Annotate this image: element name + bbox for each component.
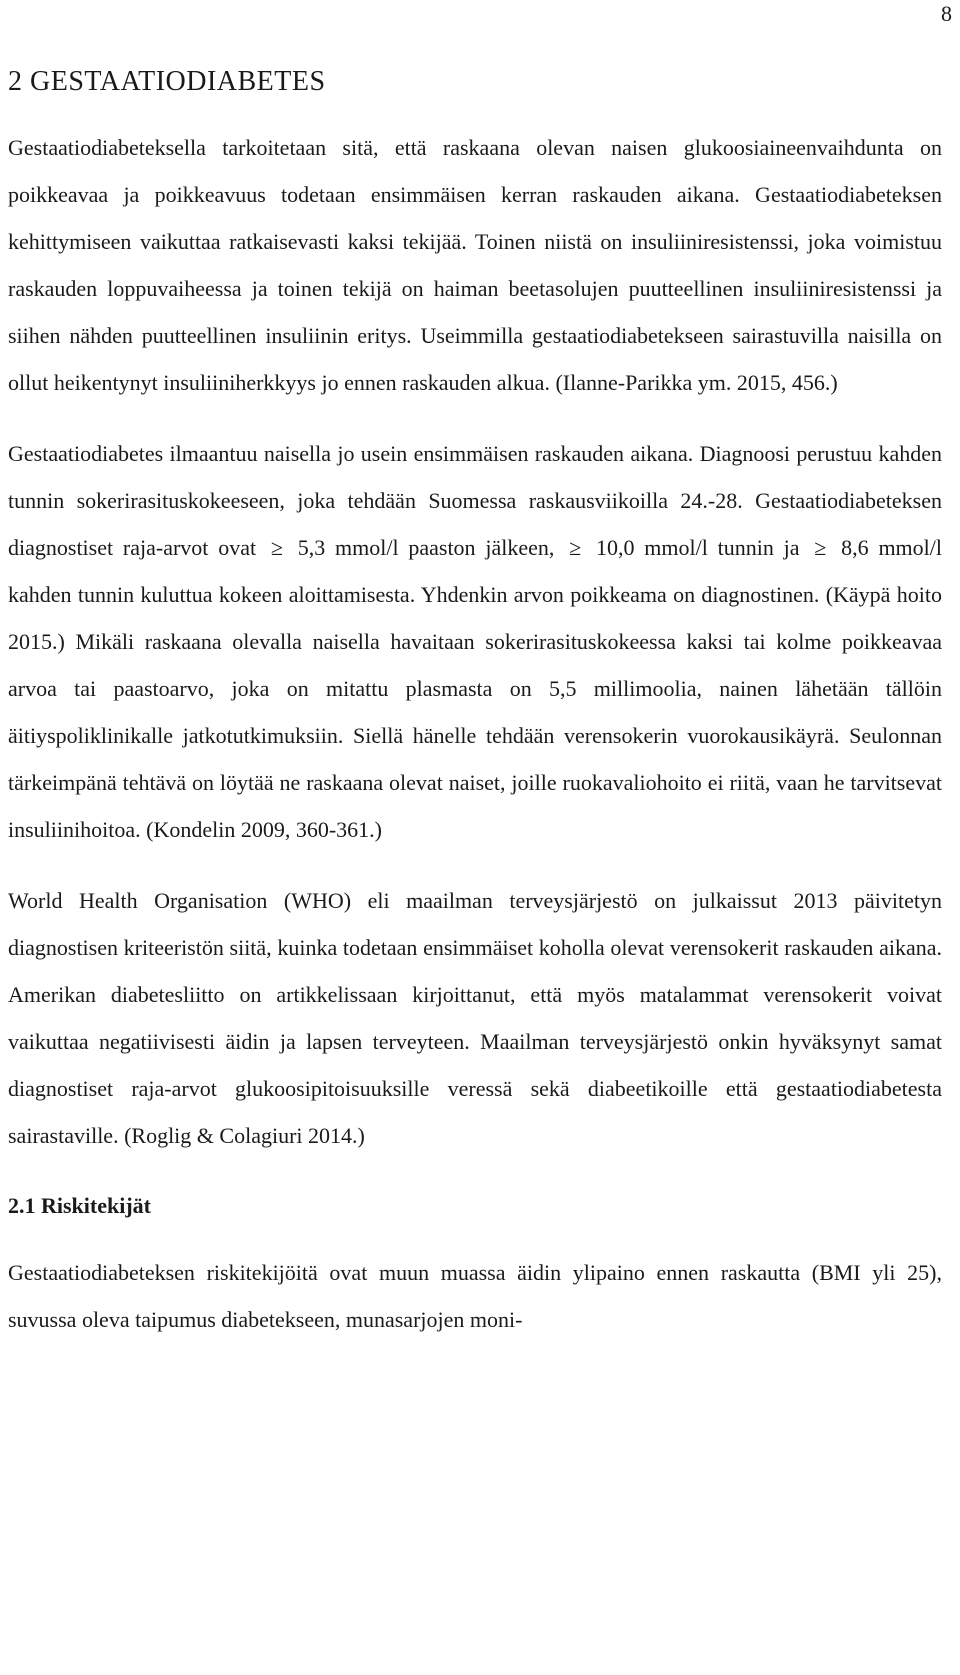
geq-symbol: ≥ (814, 535, 827, 560)
diagnosis-intro: Gestaatiodiabetes ilmaantuu naisella jo usein ensimmäisen raskauden aikana. Diagnoosi perustuu kahden tunnin sokerirasituskokeeseen, joka tehdään Suomessa raskausviikoilla 24.-28. Gestaatiodiabeteksen diagnostiset raja-arvot ovat (8, 441, 942, 560)
paragraph-diagnosis (8, 430, 942, 853)
page-content (8, 58, 942, 1367)
paragraph-definition: Gestaatiodiabeteksella tarkoitetaan sitä, että raskaana olevan naisen glukoosiaineenvaihdunta on poikkeavaa ja poikkeavuus todetaan ensimmäisen kerran raskauden aikana. Gestaatiodiabeteksen kehittymiseen vaikuttaa ratkaisevasti kaksi tekijää. Toinen niistä on insuliiniresistenssi, joka voimistuu raskauden loppuvaiheessa ja toinen tekijä on haiman beetasolujen puutteellinen insuliiniresistenssi ja siihen nähden puutteellinen insuliinin eritys. Useimmilla gestaatiodiabetekseen sairastuvilla naisilla on ollut heikentynyt insuliiniherkkyys jo ennen raskauden alkua. (Ilanne-Parikka ym. 2015, 456.) (8, 135, 942, 395)
paragraph-risk-factors: Gestaatiodiabeteksen riskitekijöitä ovat muun muassa äidin ylipaino ennen raskautta (BMI yli 25), suvussa oleva taipumus diabetekseen, munasarjojen moni- (8, 1260, 942, 1332)
diagnosis-fasting-value: 5,3 mmol/l paaston jälkeen, (287, 535, 565, 560)
page-number: 8 (941, 1, 952, 26)
diagnosis-1h-value: 10,0 mmol/l tunnin ja (586, 535, 810, 560)
geq-symbol: ≥ (569, 535, 582, 560)
diagnosis-2h-value-and-rest: 8,6 mmol/l kahden tunnin kuluttua kokeen aloittamisesta. Yhdenkin arvon poikkeama on diagnostinen. (Käypä hoito 2015.) Mikäli raskaana olevalla naisella havaitaan sokerirasituskokeessa kaksi tai kolme poikkeavaa arvoa tai paastoarvo, joka on mitattu plasmasta on 5,5 millimoolia, nainen lähetään tällöin äitiyspoliklinikalle jatkotutkimuksiin. Siellä hänelle tehdään verensokerin vuorokausikäyrä. Seulonnan tärkeimpänä tehtävä on löytää ne raskaana olevat naiset, joille ruokavaliohoito ei riitä, vaan he tarvitsevat insuliinihoitoa. (Kondelin 2009, 360-361.) (8, 535, 943, 842)
chapter-heading: 2 GESTAATIODIABETES (8, 66, 326, 97)
paragraph-who: World Health Organisation (WHO) eli maailman terveysjärjestö on julkaissut 2013 päivitetyn diagnostisen kriteeristön siitä, kuinka todetaan ensimmäiset koholla olevat verensokerit raskauden aikana. Amerikan diabetesliitto on artikkelissaan kirjoittanut, että myös matalammat verensokerit voivat vaikuttaa negatiivisesti äidin ja lapsen terveyteen. Maailman terveysjärjestö onkin hyväksynyt samat diagnostiset raja-arvot glukoosipitoisuuksille veressä sekä diabeetikoille että gestaatiodiabetesta sairastaville. (Roglig & Colagiuri 2014.) (8, 888, 942, 1148)
section-heading: 2.1 Riskitekijät (8, 1193, 151, 1218)
geq-symbol: ≥ (270, 535, 283, 560)
